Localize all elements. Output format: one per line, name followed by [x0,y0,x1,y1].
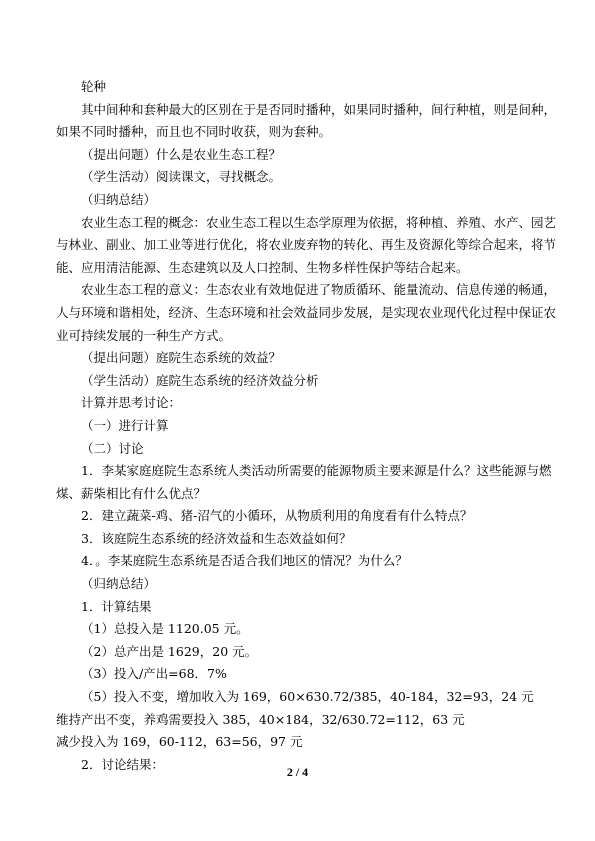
paragraph-summary-2 [81,573,517,596]
paragraph-lunzhong [81,76,517,99]
text-line: （提出问题）庭院生态系统的效益？ [81,350,282,366]
text-line: （二）讨论 [81,440,144,456]
text-line: （一）进行计算 [81,417,169,433]
text-line: 2．讨论结果： [81,756,164,772]
text-line: （学生活动）阅读课文，寻找概念。 [81,169,282,185]
paragraph-result-2 [81,641,517,664]
document-body [56,76,557,776]
text-line: 1．李某家庭庭院生态系统人类活动所需要的能源物质主要来源是什么？这些能源与燃 [81,463,552,479]
paragraph-discussion-q4 [81,550,517,573]
text-line: 维持产出不变，养鸡需要投入 385，40×184，32/630.72=112，63 元 [56,711,465,727]
text-line: （5）投入不变，增加收入为 169，60×630.72/385，40-184，32=93，24 元 [81,689,534,705]
text-line: 轮种 [81,79,107,94]
text-line: （提出问题）什么是农业生态工程？ [81,146,282,162]
paragraph-discussion-q3 [81,528,517,551]
text-line: 煤、薪柴相比有什么优点？ [56,485,207,501]
paragraph-reduce-input [56,731,517,754]
text-line: 其中间种和套种最大的区别在于是否同时播种，如果同时播种，间行种植，则是间种， [81,101,557,117]
paragraph-eco-engineering-meaning [56,279,557,347]
text-line: （3）投入/产出=68．7% [81,666,227,682]
text-line: 计算并思考讨论： [81,395,182,411]
text-line: 1．计算结果 [81,598,152,614]
text-line: （归纳总结） [81,191,157,207]
text-line: 人与环境和谐相处，经济、生态环境和社会效益同步发展，是实现农业现代化过程中保证农 [56,304,557,320]
paragraph-intercrop-difference [56,99,557,144]
text-line: 3．该庭院生态系统的经济效益和生态效益如何？ [81,530,352,546]
text-line: 与林业、副业、加工业等进行优化，将农业废弃物的转化、再生及资源化等综合起来，将节 [56,237,557,253]
paragraph-question-courtyard [81,347,517,370]
paragraph-discussion-q2 [81,505,517,528]
paragraph-summary-1 [81,189,517,212]
text-line: （1）总投入是 1120.05 元。 [81,621,249,637]
text-line: 能、应用清洁能源、生态建筑以及人口控制、生物多样性保护等结合起来。 [56,259,469,275]
text-line: 农业生态工程的意义：生态农业有效地促进了物质循环、能量流动、信息传递的畅通， [81,282,557,298]
paragraph-part-two [81,438,517,461]
text-line: 4．。李某庭院生态系统是否适合我们地区的情况？为什么？ [81,553,408,569]
text-line: （学生活动）庭院生态系统的经济效益分析 [81,372,319,388]
paragraph-result-5 [81,686,534,709]
paragraph-eco-engineering-concept [56,212,557,280]
paragraph-result-1 [81,618,517,641]
text-line: 减少投入为 169，60-112，63=56，97 元 [56,734,303,750]
paragraph-part-one [81,415,517,438]
paragraph-discussion-q1 [56,460,552,505]
text-line: 农业生态工程的概念：农业生态工程以生态学原理为依据，将种植、养殖、水产、园艺 [81,214,557,230]
text-line: （归纳总结） [81,576,157,592]
paragraph-calc-discuss [81,392,517,415]
paragraph-maintain-output [56,709,517,732]
text-line: 业可持续发展的一种生产方式。 [56,327,232,343]
paragraph-question-eco-engineering [81,144,517,167]
text-line: 2．建立蔬菜-鸡、猪-沼气的小循环，从物质利用的角度看有什么特点？ [81,508,473,524]
paragraph-result-3 [81,663,517,686]
paragraph-calc-results [81,596,517,619]
text-line: 如果不同时播种，而且也不同时收获，则为套种。 [56,124,332,140]
text-line: （2）总产出是 1629，20 元。 [81,643,258,659]
page-number: 2 / 4 [286,765,309,779]
paragraph-student-activity-2 [81,370,517,393]
paragraph-student-activity-1 [81,166,517,189]
